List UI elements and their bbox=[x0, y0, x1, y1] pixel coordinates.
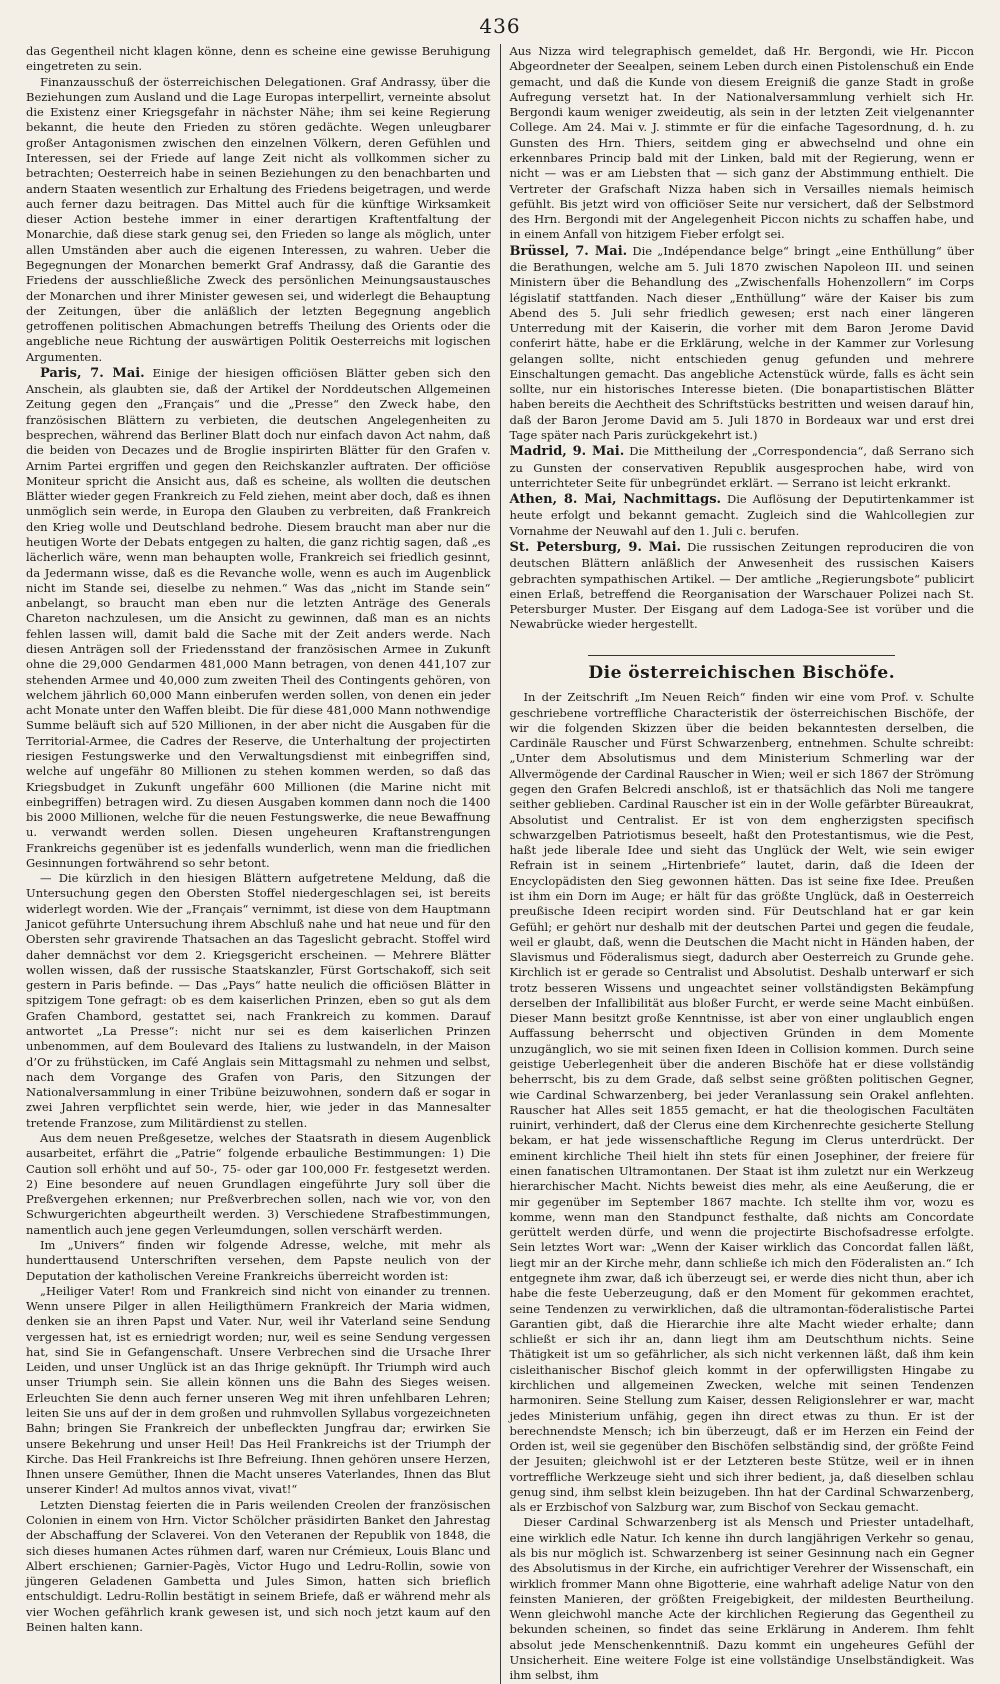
right-column-article bbox=[510, 690, 975, 1683]
paragraph-text: Die „Indépendance belge“ bringt „eine Enthüllung“ über die Berathungen, welche am 5. Juli 1870 zwischen Napoleon III. und seinen Ministern über die Behandlung des „Zwischenfalls Hohenzollern“ im Corps législatif stattfanden. Nach dieser „Enthüllung“ wäre der Kaiser bis zum Abend des 5. Juli sehr friedlich gewesen; erst nach einer längeren Unterredung mit der Kaiserin, die vorher mit dem Baron Jerome David conferirt hätte, habe er die Erklärung, welche in der Kammer zur Vorlesung gelangen sollte, nicht entschieden genug gefunden und mehrere Einschaltungen gemacht. Das angebliche Actenstück würde, falls es ächt sein sollte, nur ein historisches Interesse bieten. (Die bonapartistischen Blätter haben bereits die Aechtheit des Schriftstücks bestritten und weisen darauf hin, daß der Baron Jerome David am 5. Juli 1870 in Bordeaux war und erst drei Tage später nach Paris zurückgekehrt ist.) bbox=[509, 243, 975, 443]
paragraph-text: Die russischen Zeitungen reproduciren die von deutschen Blättern anläßlich der Anwesenheit des russischen Kaisers gebrachten sympathischen Artikel. — Der amtliche „Regierungsbote“ publicirt einen Erlaß, betreffend die Reorganisation der Warschauer Polizei nach St. Petersburger Muster. Der Eisgang auf dem Ladoga-See ist vorüber und die Newabrücke wieder hergestellt. bbox=[509, 540, 974, 632]
right-column bbox=[510, 44, 975, 1684]
paragraph-text: In der Zeitschrift „Im Neuen Reich“ finden wir eine vom Prof. v. Schulte geschriebene vortreffliche Characteristik der österreichischen Bischöfe, der wir die folgenden Skizzen über die beiden bekanntesten derselben, die Cardinäle Rauscher und Fürst Schwarzenberg, entnehmen. Schulte schreibt: „Unter dem Absolutismus und dem Ministerium Schmerling war der Allvermögende der Cardinal Rauscher in Wien; weil er sich 1867 der Strömung gegen den Grafen Belcredi anschloß, ist er thatsächlich das Noli me tangere seither geblieben. Cardinal Rauscher ist ein in der Wolle gefärbter Büreaukrat, Absolutist und Centralist. Er ist von dem engherzigsten specifisch schwarzgelben Patriotismus beseelt, haßt den Protestantismus, wie die Pest, haßt jede liberale Idee und sieht das Unglück der Welt, wie sein ewiger Refrain ist in seinem „Hirtenbriefe“ lautet, darin, daß die Ideen der Encyclopädisten den Sieg gewonnen hätten. Das ist seine fixe Idee. Preußen ist ihm ein Dorn im Auge; er hält für das größte Unglück, daß in Oesterreich preußische Ideen recipirt worden sind. Für Deutschland hat er gar kein Gefühl; er gehört nur deshalb mit der deutschen Partei und gegen die feudale, weil er glaubt, daß, wenn die Deutschen die Macht nicht in Händen haben, der Slavismus und Föderalismus siegt, dadurch aber Oesterreich zu Grunde gehe. Kirchlich ist er gerade so Centralist und Absolutist. Deshalb unterwarf er sich trotz besseren Wissens und ungeachtet seiner vollständigsten Bekämpfung derselben der Infallibilität aus bloßer Furcht, er werde seine Macht einbüßen. Dieser Mann besitzt große Kenntnisse, ist aber von einer unglaublich engen Auffassung beherrscht und objectiven Gründen in dem Momente unzugänglich, wo sie mit seinen fixen Ideen in Collision kommen. Durch seine geistige Ueberlegenheit über die anderen Bischöfe hat er diese vollständig beherrscht, bis zu dem Grade, daß selbst seine größten politischen Gegner, wie Cardinal Schwarzenberg, bei jeder Veranlassung sein Orakel anflehten. Rauscher hat Alles seit 1855 gemacht, er hat die theologischen Facultäten ruinirt, verhindert, daß der Clerus eine dem Kirchenrechte gesicherte Stellung bekam, er hat jede wissenschaftliche Regung im Clerus unterdrückt. Der eminent kirchliche Theil hielt ihn stets für einen Josephiner, der freiere für einen fanatischen Ultramontanen. Der Staat ist ihm zuletzt nur ein Werkzeug hierarchischer Macht. Nichts beweist dies mehr, als eine Aeußerung, die er mir gegenüber im September 1867 machte. Ich stellte ihm vor, wozu es komme, wenn man den Standpunct festhalte, daß nichts am Concordate gerüttelt werden dürfe, und wenn die projectirte Bischofsadresse erfolgte. Sein letztes Wort war: „Wenn der Kaiser wirklich das Concordat fallen läßt, liegt mir an der Kirche mehr, dann schließe ich mich den Föderalisten an.“ Ich entgegnete ihm zwar, daß ich überzeugt sei, er werde dies nicht thun, aber ich habe die feste Ueberzeugung, daß er den Moment für gekommen erachtet, seine Tendenzen zu verwirklichen, daß die ultramontan-föderalistische Partei Garantien gibt, daß die Hierarchie ihre alte Macht wieder erhalte; dann schließt er sich ihr an, dann liegt ihm am Deutschthum nichts. Seine Thätigkeit ist um so gefährlicher, als sich nicht verkennen läßt, daß ihm kein cisleithanischer Bischof gleich kommt in der opferwilligsten Hingabe zu kirchlichen und allgemeinen Zwecken, welche mit seinen Tendenzen harmoniren. Seine Stellung zum Kaiser, dessen Religionslehrer er war, macht jedes Ministerium unfähig, gegen ihn direct etwas zu thun. Er ist der berechnendste Mensch; ich bin überzeugt, daß er im Herzen ein Feind der Orden ist, weil sie gegenüber den Bischöfen selbständig sind, der größte Feind der Jesuiten; gleichwohl ist er der Letzteren beste Stütze, weil er in ihnen vortreffliche Werkzeuge sieht und sich ihrer bedient, ja, daß dieselben schlau genug sind, ihm selbst klein beizugeben. Ihn hat der Cardinal Schwarzenberg, als er Erzbischof von Salzburg war, zum Bischof von Seckau gemacht. bbox=[509, 690, 974, 1515]
paragraph-text: — Die kürzlich in den hiesigen Blättern aufgetretene Meldung, daß die Untersuchung gegen den Obersten Stoffel niedergeschlagen sei, ist bereits widerlegt worden. Wie der „Français“ vernimmt, ist diese von dem Hauptmann Janicot geführte Untersuchung ihrem Abschluß nahe und hat neue und für den Obersten sehr gravirende Thatsachen an das Tageslicht gebracht. Stoffel wird daher demnächst vor dem 2. Kriegsgericht erscheinen. — Mehrere Blätter wollen wissen, daß der russische Staatskanzler, Fürst Gortschakoff, sich seit gestern in Paris befinde. — Das „Pays“ hatte neulich die officiösen Blätter in spitzigem Tone gefragt: ob es dem kaiserlichen Prinzen, eben so gut als dem Grafen Chambord, gestattet sei, nach Frankreich zu kommen. Darauf antwortet „La Presse“: nicht nur sei es dem kaiserlichen Prinzen unbenommen, auf dem Boulevard des Italiens zu lustwandeln, in der Maison d’Or zu frühstücken, im Café Anglais sein Mittagsmahl zu nehmen und selbst, nach dem Vorgange des Grafen von Paris, den Sitzungen der Nationalversammlung in einer Tribüne beizuwohnen, sondern daß er sogar in zwei Jahren verpflichtet sein werde, hier, wie jeder in das Mannesalter tretende Franzose, zum Militärdienst zu stellen. bbox=[26, 871, 491, 1130]
paragraph-text: Dieser Cardinal Schwarzenberg ist als Mensch und Priester untadelhaft, eine wirklich edle Natur. Ich kenne ihn durch langjährigen Verkehr so genau, als bis nur möglich ist. Schwarzenberg ist seiner Gesinnung nach ein Gegner des Absolutismus in der Kirche, ein aufrichtiger Verehrer der Wissenschaft, ein wirklich frommer Mann ohne Bigotterie, eine wahrhaft adelige Natur von den feinsten Manieren, der größten Freigebigkeit, der mildesten Beurtheilung. Wenn gleichwohl manche Acte der kirchlichen Regierung das Gegentheil zu bekunden scheinen, so findet das seine Erklärung in Anderem. Ihm fehlt absolut jede Menschenkenntniß. Dazu kommt ein ungeheures Gefühl der Unsicherheit. Eine weitere Folge ist eine vollständige Unselbständigkeit. Was ihm selbst, ihm bbox=[509, 1515, 974, 1683]
page-number: 436 bbox=[479, 14, 521, 38]
dateline: Athen, 8. Mai, Nachmittags. bbox=[509, 492, 722, 508]
paragraph-text: „Heiliger Vater! Rom und Frankreich sind nicht von einander zu trennen. Wenn unsere Pilger in allen Heiligthümern Frankreich der Maria widmen, denken sie an ihren Papst und Vater. Nur, weil ihr Vaterland seine Sendung vergessen hat, ist es erniedrigt worden; nur, weil es seine Sendung vergessen hat, sind Sie in Gefangenschaft. Unsere Verbrechen sind die Ursache Ihrer Leiden, und unser Unglück ist an das Ihrige geknüpft. Ihr Triumph wird auch unser Triumph sein. Sie allein können uns die Bahn des Sieges weisen. Erleuchten Sie denn auch ferner unseren Weg mit ihren unfehlbaren Lehren; leiten Sie uns auf der in dem großen und ruhmvollen Syllabus vorgezeichneten Bahn; bringen Sie Frankreich der unbefleckten Jungfrau dar; erwirken Sie unsere Bekehrung und unser Heil! Das Heil Frankreichs ist der Triumph der Kirche. Das Heil Frankreichs ist Ihre Befreiung. Ihnen gehören unsere Herzen, Ihnen unsere Gemüther, Ihnen die Macht unseres Vaterlandes, Ihnen das Blut unserer Kinder! Ad multos annos vivat, vivat!“ bbox=[26, 1283, 491, 1497]
left-column bbox=[26, 44, 491, 1684]
left-column-paragraph bbox=[26, 75, 491, 365]
paragraph-text: Aus dem neuen Preßgesetze, welches der Staatsrath in diesem Augenblick ausarbeitet, erfährt die „Patrie“ folgende erbauliche Bestimmungen: 1) Die Caution soll erhöht und auf 50-, 75- oder gar 100,000 Fr. festgesetzt werden. 2) Eine besondere auf neuen Grundlagen eingeführte Jury soll über die Preßvergehen erkennen; nur Preßverbrechen sollen, nach wie vor, von den Schwurgerichten abgeurtheilt werden. 3) Verschiedene Strafbestimmungen, namentlich auch jene gegen Verleumdungen, sollen verschärft werden. bbox=[26, 1130, 491, 1237]
left-column-paragraph bbox=[26, 1238, 491, 1284]
paragraph-text: Letzten Dienstag feierten die in Paris weilenden Creolen der französischen Colonien in einem von Hrn. Victor Schölcher präsidirten Banket den Jahrestag der Abschaffung der Sclaverei. Von den Veteranen der Republik von 1848, die sich dieses humanen Actes rühmen darf, waren nur Crémieux, Louis Blanc und Albert erschienen; Garnier-Pagès, Victor Hugo und Ledru-Rollin, sowie von jüngeren Geladenen Gambetta und Jules Simon, hatten sich brieflich entschuldigt. Ledru-Rollin bestätigt in seinem Briefe, daß er während mehr als vier Wochen gefährlich krank gewesen ist, und sich noch jetzt kaum auf den Beinen halten kann. bbox=[26, 1497, 491, 1634]
right-column-news bbox=[510, 44, 975, 633]
left-column-paragraph bbox=[26, 1284, 491, 1498]
paragraph-text: Aus Nizza wird telegraphisch gemeldet, daß Hr. Bergondi, wie Hr. Piccon Abgeordneter der Seealpen, seinem Leben durch einen Pistolenschuß ein Ende gemacht, und daß die Kunde von diesem Ereigniß die ganze Stadt in große Aufregung versetzt hat. In der Nationalversammlung verhielt sich Hr. Bergondi kaum weniger zweideutig, als sein in der letzten Zeit vielgenannter College. Am 24. Mai v. J. stimmte er für die einfache Tagesordnung, d. h. zu Gunsten des Hrn. Thiers, seitdem ging er abwechselnd und ohne ein erkennbares Princip bald mit der Linken, bald mit der Regierung, wenn er nicht — was er am Liebsten that — sich ganz der Abstimmung enthielt. Die Vertreter der Grafschaft Nizza haben sich in Versailles niemals heimisch gefühlt. Bis jetzt wird von officiöser Seite nur versichert, daß der Selbstmord des Hrn. Bergondi mit der Angelegenheit Piccon nichts zu schaffen habe, und in einem Anfall von hitzigem Fieber erfolgt sei. bbox=[509, 44, 974, 242]
paragraph-text: das Gegentheil nicht klagen könne, denn es scheine eine gewisse Beruhigung eingetreten zu sein. bbox=[26, 44, 491, 74]
paragraph-text: Die Mittheilung der „Correspondencia“, daß Serrano sich zu Gunsten der conservativen Republik ausgesprochen habe, wird von unterrichteter Seite für unbegründet erklärt. — Serrano ist leicht erkrankt. bbox=[509, 444, 974, 490]
news-paragraph bbox=[510, 243, 975, 444]
section-heading bbox=[510, 655, 975, 685]
left-column-paragraph bbox=[26, 365, 491, 871]
section-title: Die österreichischen Bischöfe. bbox=[588, 655, 895, 685]
paragraph-text: Einige der hiesigen officiösen Blätter geben sich den Anschein, als glaubten sie, daß der Artikel der Norddeutschen Allgemeinen Zeitung gegen den „Français“ und die „Presse“ den Zweck habe, den französischen Blättern zu verbieten, die deutschen Angelegenheiten zu besprechen, während das Berliner Blatt doch nur einfach davon Act nahm, daß die beiden von Decazes und de Broglie inspirirten Blätter für den Grafen v. Arnim Partei ergriffen und gegen den Reichskanzler auftraten. Der officiöse Moniteur spricht die Ansicht aus, daß es scheine, als wollten die deutschen Blätter wieder gegen Frankreich zu Feld ziehen, meint aber doch, daß es ihnen unmöglich sein werde, in Europa den Glauben zu verbreiten, daß Frankreich den Krieg wolle und Deutschland bedrohe. Diesem braucht man aber nur die heutigen Worte der Debats entgegen zu halten, die ganz richtig sagen, daß „es lächerlich wäre, wenn man behaupten wolle, Frankreich sei friedlich gesinnt, da Jedermann wisse, daß es die Revanche wolle, wenn es auch im Augenblick nicht im Stande sei, dieselbe zu nehmen.“ Was das „nicht im Stande sein“ anbelangt, so braucht man eben nur die letzten Anträge des Generals Chareton nachzulesen, um die Ansicht zu gewinnen, daß man es an nichts fehlen lassen will, damit bald die Sache mit der Zeit anders werde. Nach diesen Anträgen soll der Friedensstand der französischen Armee in Zukunft ohne die 29,000 Gendarmen 481,000 Mann betragen, von denen 441,107 zur stehenden Armee und 40,000 zum zweiten Theil des Contingents gehören, von welchem jährlich 60,000 Mann einberufen werden sollen, von denen ein jeder acht Monate unter den Waffen bleibt. Die für diese 481,000 Mann nothwendige Summe beläuft sich auf 520 Millionen, in der aber nicht die Ausgaben für die Territorial-Armee, die Cadres der Reserve, die Unterhaltung der projectirten riesigen Festungswerke und den Verwaltungsdienst mit einbegriffen sind, welche auf ungefähr 80 Millionen zu stehen kommen werden, so daß das Kriegsbudget in Zukunft ungefähr 600 Millionen (die Marine nicht mit einbegriffen) betragen wird. Zu diesen Ausgaben kommen dann noch die 1400 bis 2000 Millionen, welche für die neuen Festungswerke, die neue Bewaffnung u. verwandt werden sollen. Diesen ungeheuren Kraftanstrengungen Frankreichs gegenüber ist es jedenfalls wunderlich, wenn man die friedlichen Gesinnungen fortwährend so sehr betont. bbox=[26, 365, 491, 870]
paragraph-text: Die Auflösung der Deputirtenkammer ist heute erfolgt und bekannt gemacht. Zugleich sind die Wahlcollegien zur Vornahme der Neuwahl auf den 1. Juli c. berufen. bbox=[509, 492, 974, 538]
news-paragraph bbox=[510, 539, 975, 633]
article-paragraph bbox=[510, 1515, 975, 1683]
dateline: Paris, 7. Mai. bbox=[40, 365, 145, 381]
left-column-paragraph bbox=[26, 44, 491, 75]
left-column-paragraph bbox=[26, 1498, 491, 1636]
news-paragraph bbox=[510, 443, 975, 491]
dateline: Brüssel, 7. Mai. bbox=[509, 243, 628, 259]
news-paragraph bbox=[510, 44, 975, 243]
dateline: Madrid, 9. Mai. bbox=[509, 444, 625, 460]
left-column-paragraph bbox=[26, 1131, 491, 1238]
left-column-paragraph bbox=[26, 871, 491, 1131]
article-paragraph bbox=[510, 690, 975, 1515]
columns bbox=[26, 44, 975, 1683]
dateline: St. Petersburg, 9. Mai. bbox=[509, 540, 682, 555]
news-paragraph bbox=[510, 491, 975, 539]
column-divider bbox=[500, 44, 501, 1684]
paragraph-text: Finanzausschuß der österreichischen Delegationen. Graf Andrassy, über die Beziehungen zum Ausland und die Lage Europas interpellirt, verneinte absolut die Existenz einer Kriegsgefahr in nächster Nähe; ihm sei keine Regierung bekannt, die heute den Frieden zu stören gedächte. Wegen unleugbarer großer Antagonismen zwischen den einzelnen Völkern, deren Gefühlen und Interessen, sei der Friede auf lange Zeit nicht als vollkommen sicher zu betrachten; Oesterreich habe in seinen Beziehungen zu den benachbarten und andern Staaten wesentlich zur Erhaltung des Friedens beigetragen, und werde auch ferner dazu beitragen. Das Mittel auch für die künftige Wirksamkeit dieser Action bestehe immer in einer derartigen Kraftentfaltung der Monarchie, daß diese stark genug sei, den Frieden so lange als möglich, unter allen Umständen aber auch die eigenen Interessen, zu wahren. Ueber die Begegnungen der Monarchen bemerkt Graf Andrassy, daß die Garantie des Friedens der ausschließliche Zweck des persönlichen Meinungsaustausches der Monarchen und ihrer Minister gewesen sei, und widerlegt die Behauptung der Zeitungen, über die anläßlich der letzten Begegnung angeblich getroffenen politischen Abmachungen betreffs Theilung des Orients oder die angebliche neue Richtung der auswärtigen Politik Oesterreichs mit logischen Argumenten. bbox=[26, 74, 491, 364]
paragraph-text: Im „Univers“ finden wir folgende Adresse, welche, mit mehr als hunderttausend Unterschriften versehen, dem Papste neulich von der Deputation der katholischen Vereine Frankreichs überreicht worden ist: bbox=[26, 1237, 491, 1283]
